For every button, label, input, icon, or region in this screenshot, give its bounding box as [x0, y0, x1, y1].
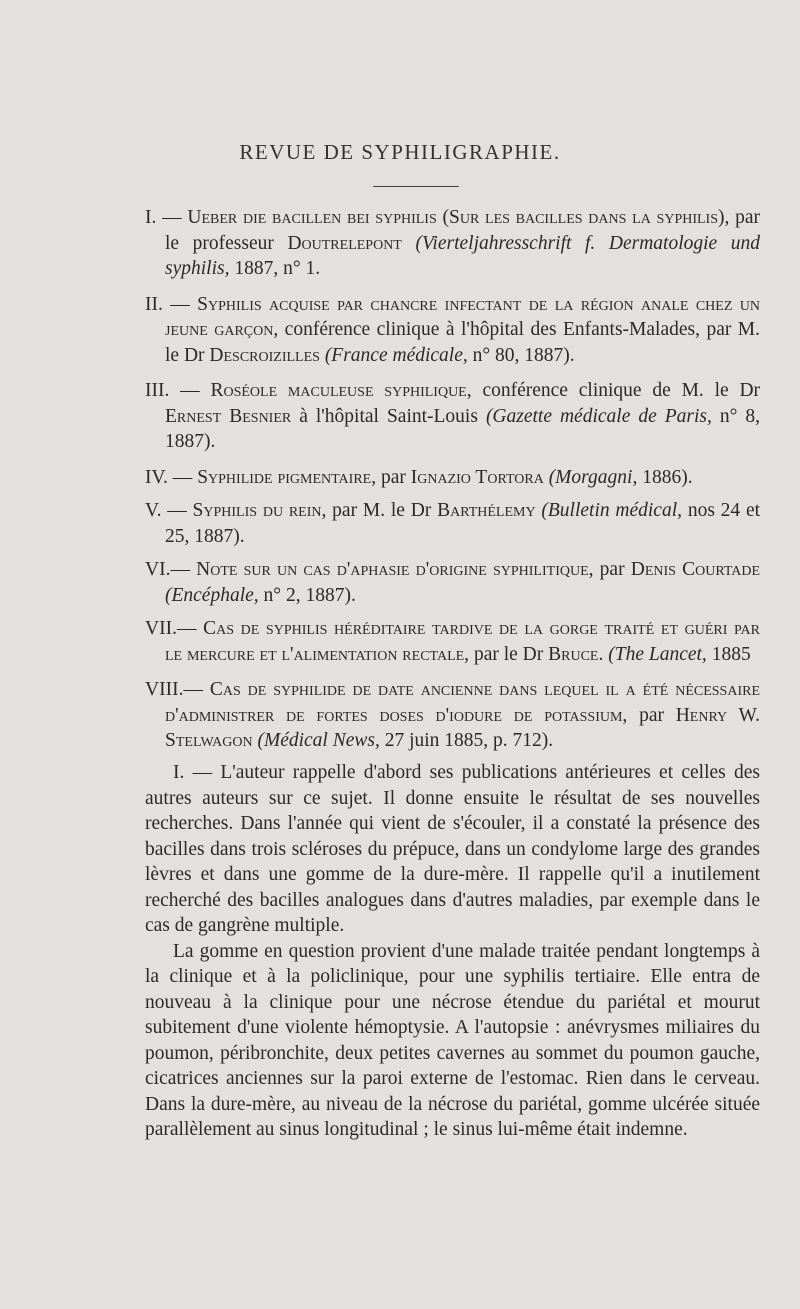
reference-author: Barthélemy	[437, 500, 536, 521]
reference-item: VII.— Cas de syphilis héréditaire tardive de la gorge traité et guéri par le mercure et l'alimentation rectale, par le Dr Bruce. (The Lancet, 1885	[145, 618, 760, 665]
reference-source: (Gazette médicale de Paris,	[485, 405, 712, 427]
reference-source: (Encéphale,	[165, 584, 259, 606]
reference-title: Ueber die bacillen bei syphilis (Sur les bacilles dans la syphilis),	[187, 207, 730, 228]
reference-title: Cas de syphilide de date ancienne dans lequel il a été nécessaire d'administrer de fortes doses d'iodure de potassium,	[165, 679, 760, 726]
reference-item: VIII.— Cas de syphilide de date ancienne dans lequel il a été nécessaire d'administrer de fortes doses d'iodure de potassium, par Henry W. Stelwagon (Médical News, 27 juin 1885, p. 712).	[145, 679, 761, 751]
paragraph: La gomme en question provient d'une malade traitée pendant longtemps à la clinique et à la policlinique, pour une syphilis tertiaire. Elle entra de nouveau à la clinique pour une nécrose étendue du pariétal et mourut subitement d'une violente hémoptysie. A l'autopsie : anévrysmes miliaires du poumon, péribronchite, deux petites cavernes au sommet du poumon gauche, cicatrices anciennes sur la paroi externe de l'estomac. Rien dans le cerveau. Dans la dure-mère, au niveau de la nécrose du pariétal, gomme ulcérée située parallèlement au sinus longitudinal ; le sinus lui-même était indemne.	[145, 940, 760, 1140]
reference-title: Cas de syphilis héréditaire tardive de la gorge traité et guéri par le mercure et l'alimentation rectale,	[165, 618, 760, 665]
header-rule	[373, 186, 459, 187]
reference-item: IV. — Syphilide pigmentaire, par Ignazio Tortora (Morgagni, 1886).	[145, 466, 693, 488]
reference-title: Roséole maculeuse syphilique,	[210, 380, 472, 401]
reference-title: Syphilis du rein,	[192, 500, 327, 521]
reference-author: Henry W. Stelwagon	[165, 704, 761, 751]
reference-author: Bruce.	[548, 643, 604, 665]
reference-item: VI.— Note sur un cas d'aphasie d'origine syphilitique, par Denis Courtade (Encéphale, n° 2, 1887).	[145, 559, 761, 606]
paragraph: I. — L'auteur rappelle d'abord ses publications antérieures et celles des autres auteurs sur ce sujet. Il donne ensuite le résultat de ses nouvelles recherches. Dans l'année qui vient de s'écouler, il a constaté la présence des bacilles dans trois scléroses du prépuce, dans un condylome large des grandes lèvres et dans une gomme de la dure-mère. Il rappelle qu'il a inutilement recherché des bacilles analogues dans d'autres maladies, par exemple dans le cas de gangrène multiple.	[145, 762, 760, 936]
page-header: REVUE DE SYPHILIGRAPHIE.	[239, 140, 561, 164]
reference-title: Syphilis acquise par chancre infectant de la région anale chez un jeune garçon,	[165, 293, 760, 340]
reference-author: Ernest Besnier	[165, 405, 292, 427]
reference-source: (Vierteljahresschrift f. Dermatologie und syphilis,	[165, 232, 761, 279]
reference-source: (France médicale,	[324, 344, 468, 366]
reference-item: I. — Ueber die bacillen bei syphilis (Sur les bacilles dans la syphilis), par le professeur Doutrelepont (Vierteljahresschrift f. Dermatologie und syphilis, 1887, n° 1.	[145, 207, 761, 279]
reference-author: Denis Courtade	[630, 559, 761, 580]
reference-author: Ignazio Tortora	[410, 466, 544, 488]
reference-item: II. — Syphilis acquise par chancre infectant de la région anale chez un jeune garçon, conférence clinique à l'hôpital des Enfants-Malades, par M. le Dr Descroizilles (France médicale, n° 80, 1887).	[145, 293, 761, 366]
reference-source: (The Lancet,	[608, 643, 707, 665]
reference-list	[145, 205, 760, 764]
reference-source: (Médical News,	[257, 730, 380, 751]
reference-item: III. — Roséole maculeuse syphilique, conférence clinique de M. le Dr Ernest Besnier à l'hôpital Saint-Louis (Gazette médicale de Paris, n° 8, 1887).	[145, 380, 761, 452]
reference-author: Descroizilles	[209, 344, 320, 366]
reference-title: Note sur un cas d'aphasie d'origine syphilitique,	[196, 559, 594, 580]
reference-item: V. — Syphilis du rein, par M. le Dr Barthélemy (Bulletin médical, nos 24 et 25, 1887).	[145, 500, 761, 547]
reference-source: (Bulletin médical,	[541, 500, 683, 521]
reference-source: (Morgagni,	[548, 466, 638, 488]
reference-title: Syphilide pigmentaire,	[197, 466, 377, 488]
body-text	[145, 760, 760, 1143]
reference-author: Doutrelepont	[287, 232, 402, 254]
